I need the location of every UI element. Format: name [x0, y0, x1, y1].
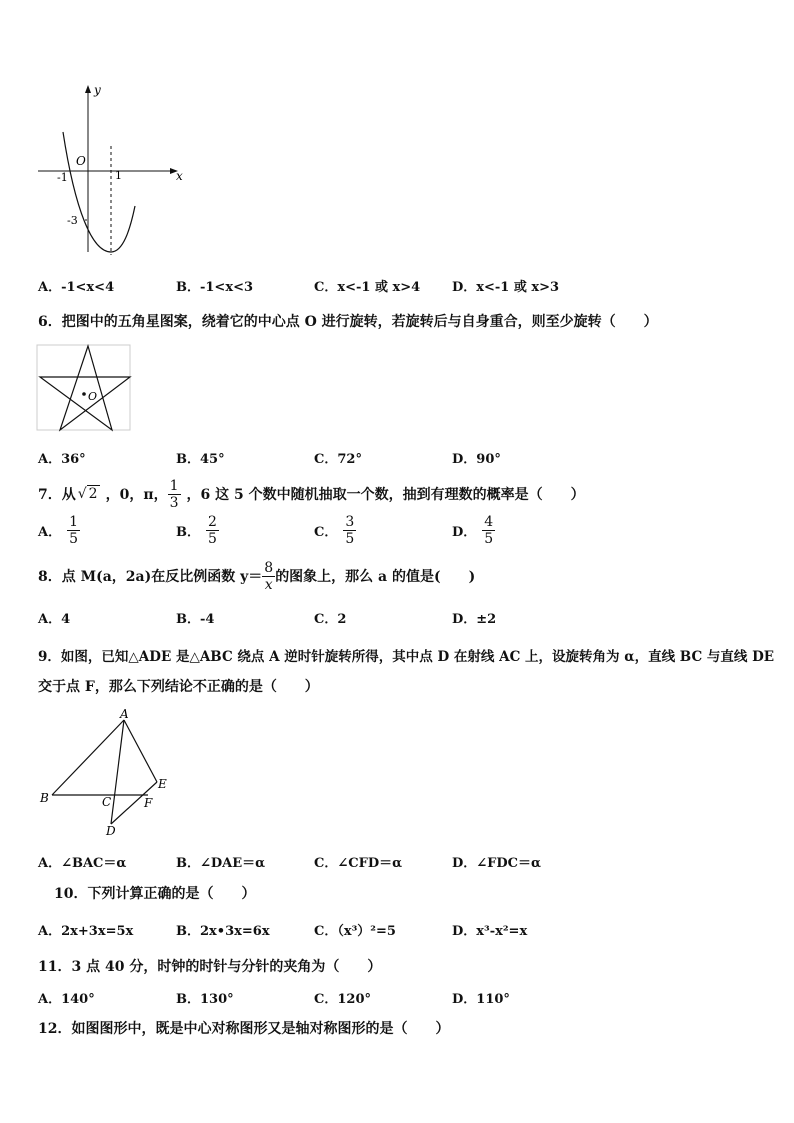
vertex-label-E: E [158, 777, 167, 791]
q7-option-c-num: 3 [345, 514, 355, 530]
q8-option-a[interactable]: A．4 [38, 612, 71, 627]
q6-question-text: 6．把图中的五角星图案，绕着它的中心点 O 进行旋转，若旋转后与自身重合，则至少旋转（ ） [38, 314, 658, 330]
q11-option-b[interactable]: B．130° [176, 992, 234, 1007]
q7-mid: ，0，π， [105, 487, 168, 503]
q7-option-d-letter: D． [452, 525, 477, 540]
q7-option-b-letter: B． [176, 525, 200, 540]
vertex-label-C: C [102, 795, 112, 809]
q5-option-b[interactable]: B．-1<x<3 [176, 280, 254, 295]
q8-option-d[interactable]: D．±2 [452, 612, 497, 627]
x-axis-label: x [176, 169, 183, 183]
q7-fraction-den: 3 [169, 494, 179, 511]
q7-suffix: ，6 这 5 个数中随机抽取一个数，抽到有理数的概率是（ ） [186, 487, 585, 503]
q7-option-d-den: 5 [484, 531, 494, 547]
q7-sqrt-radicand: 2 [88, 486, 98, 502]
q7-option-c-fraction [343, 514, 356, 547]
q7-prefix: 7．从 [38, 487, 76, 503]
q7-option-a-num: 1 [69, 514, 79, 530]
five-pointed-star-figure [36, 344, 136, 434]
parabola-graph-figure [30, 80, 190, 260]
q6-option-a[interactable]: A．36° [38, 452, 86, 467]
q7-option-a-den: 5 [69, 531, 79, 547]
x-tick-1: 1 [115, 169, 122, 182]
q7-option-b-num: 2 [208, 514, 217, 530]
q10-option-b[interactable]: B．2x•3x=6x [176, 924, 270, 939]
q5-option-d[interactable]: D．x<-1 或 x>3 [452, 280, 560, 295]
q7-option-c-den: 5 [345, 531, 355, 547]
q7-option-c-letter: C． [314, 525, 338, 540]
q10-option-d[interactable]: D．x³-x²=x [452, 924, 528, 939]
q5-option-c[interactable]: C．x<-1 或 x>4 [314, 280, 421, 295]
star-center-dot [82, 392, 86, 396]
q10-option-c[interactable]: C．（x³）²=5 [314, 924, 396, 939]
q7-option-b-fraction [206, 514, 219, 547]
q8-fraction-den: x [264, 576, 273, 593]
q9-option-b[interactable]: B．∠DAE＝α [176, 856, 266, 871]
q9-option-c[interactable]: C．∠CFD＝α [314, 856, 403, 871]
q11-option-a[interactable]: A．140° [38, 992, 95, 1007]
q7-option-a[interactable] [38, 514, 80, 547]
q8-option-b[interactable]: B．-4 [176, 612, 215, 627]
star-shape [40, 346, 130, 430]
vertex-label-F: F [144, 796, 153, 810]
q8-prefix: 8．点 M(a，2a)在反比例函数 y＝ [38, 569, 263, 585]
q7-question [38, 474, 585, 514]
origin-label: O [76, 154, 86, 168]
q7-option-b-den: 5 [208, 531, 217, 547]
q8-option-c[interactable]: C．2 [314, 612, 347, 627]
y-axis-label: y [94, 83, 101, 97]
q7-option-d-num: 4 [484, 514, 494, 530]
segment-AB [52, 720, 124, 795]
q5-option-a[interactable]: A．-1<x<4 [38, 280, 115, 295]
segment-AD [111, 720, 124, 824]
y-tick-neg3: -3 [67, 214, 78, 227]
q7-option-b[interactable] [176, 514, 219, 547]
q9-question-line2: 交于点 F，那么下列结论不正确的是（ ） [38, 679, 319, 695]
q9-option-d[interactable]: D．∠FDC＝α [452, 856, 542, 871]
star-center-label: O [88, 390, 98, 403]
x-tick-neg1: -1 [57, 171, 68, 184]
q7-option-a-letter: A． [38, 525, 62, 540]
triangle-rotation-figure [36, 706, 176, 838]
vertex-label-A: A [120, 707, 129, 721]
q6-option-c[interactable]: C．72° [314, 452, 362, 467]
q8-fraction [262, 560, 275, 593]
parabola-curve [63, 132, 135, 252]
q12-question-text: 12．如图图形中，既是中心对称图形又是轴对称图形的是（ ） [38, 1021, 450, 1037]
q6-option-b[interactable]: B．45° [176, 452, 225, 467]
q10-question-text: 10．下列计算正确的是（ ） [54, 886, 256, 902]
q7-option-d-fraction [482, 514, 495, 547]
vertex-label-B: B [40, 791, 49, 805]
q7-sqrt: √ 2 [77, 486, 98, 502]
q11-question-text: 11．3 点 40 分，时钟的时针与分针的夹角为（ ） [38, 959, 382, 975]
q11-option-c[interactable]: C．120° [314, 992, 371, 1007]
q7-option-c[interactable] [314, 514, 356, 547]
q11-option-d[interactable]: D．110° [452, 992, 510, 1007]
vertex-label-D: D [106, 824, 116, 838]
q8-suffix: 的图象上，那么 a 的值是( ) [275, 569, 476, 585]
q8-fraction-num: 8 [264, 559, 274, 576]
q8-question [38, 556, 475, 596]
q7-fraction-num: 1 [169, 477, 179, 494]
q7-option-a-fraction [67, 514, 80, 547]
q10-option-a[interactable]: A．2x+3x=5x [38, 924, 134, 939]
segment-AE [124, 720, 157, 782]
q6-option-d[interactable]: D．90° [452, 452, 501, 467]
y-axis-arrow-icon [85, 85, 91, 93]
q9-question-line1: 9．如图，已知△ADE 是△ABC 绕点 A 逆时针旋转所得，其中点 D 在射线 AC 上，设旋转角为 α，直线 BC 与直线 DE [38, 649, 775, 665]
q7-option-d[interactable] [452, 514, 495, 547]
q7-fraction [168, 478, 181, 511]
q9-option-a[interactable]: A．∠BAC＝α [38, 856, 127, 871]
